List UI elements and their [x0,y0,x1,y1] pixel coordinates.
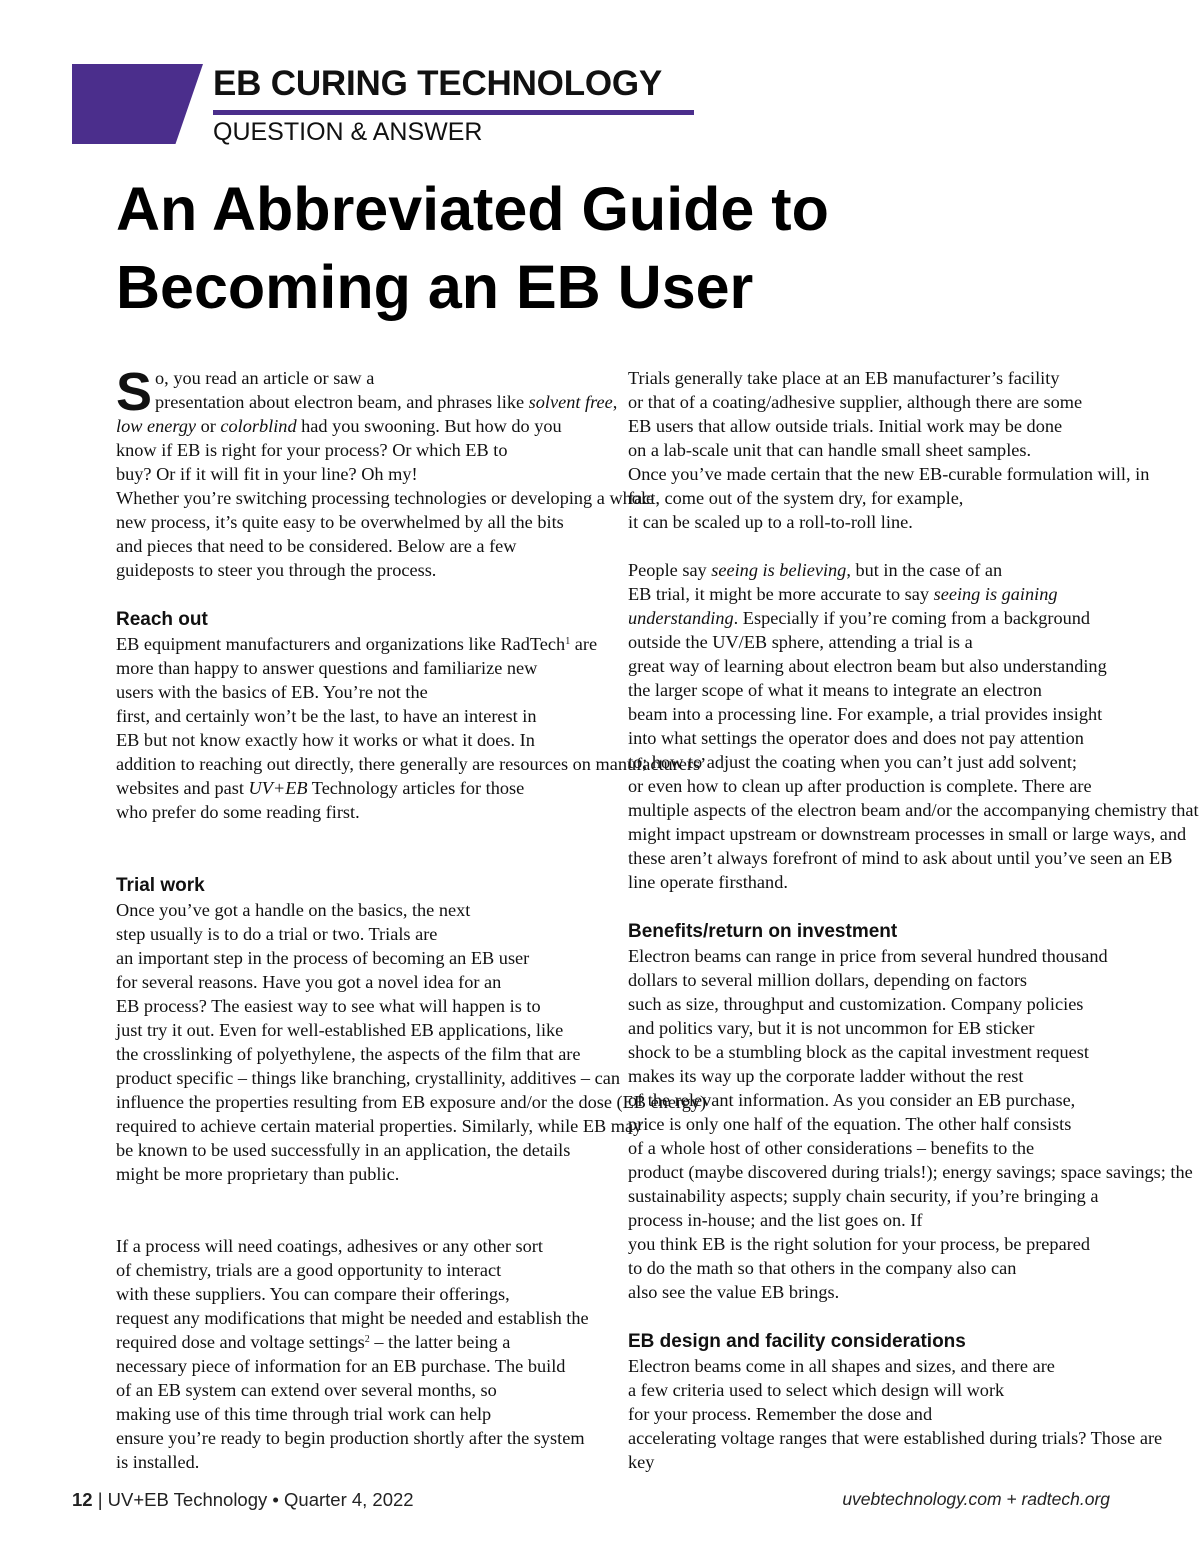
section-banner-shape [72,64,203,144]
trial-work-line: the crosslinking of polyethylene, the aspects of the film that are [116,1044,581,1064]
trial-work-line: of an EB system can extend over several months, so [116,1380,497,1400]
section-heading-trial-work: Trial work [116,875,205,896]
trial-work-line: or even how to clean up after production is complete. There are [628,776,1092,796]
trial-work-line: understanding. Especially if you’re coming from a background [628,608,1091,628]
reach-out-line: EB equipment manufacturers and organizations like RadTech$^1$ are [116,634,598,654]
trial-work-line: beam into a processing line. For example, a trial provides insight [628,704,1103,724]
section-heading-eb-design: EB design and facility considerations [628,1331,966,1352]
benefits-line: sustainability aspects; supply chain security, if you’re bringing a [628,1186,1099,1206]
trial-work-line: If a process will need coatings, adhesives or any other sort [116,1236,543,1256]
reach-out-line: users with the basics of EB. You’re not the [116,682,428,702]
paragraph-gap [628,894,1112,918]
trial-work-line: might impact upstream or downstream processes in small or large ways, and [628,824,1187,844]
trial-work-line: great way of learning about electron beam but also understanding [628,656,1107,676]
trial-work-line: ensure you’re ready to begin production shortly after the system [116,1428,585,1448]
section-title: EB CURING TECHNOLOGY [213,64,663,103]
trial-work-line: the larger scope of what it means to integrate an electron [628,680,1042,700]
trial-work-line: required dose and voltage settings$^2$ – the latter being a [116,1332,511,1352]
trial-work-line: Once you’ve made certain that the new EB-curable formulation will, in [628,464,1150,484]
drop-cap: S [116,362,153,422]
trial-work-line: Trials generally take place at an EB manufacturer’s facility [628,368,1060,388]
intro-line: buy? Or if it will fit in your line? Oh my! [116,464,418,484]
article-title: An Abbreviated Guide to Becoming an EB User [116,175,829,321]
intro-line: guideposts to steer you through the process. [116,560,437,580]
benefits-line: makes its way up the corporate ladder without the rest [628,1066,1024,1086]
paragraph-gap [116,582,602,606]
paragraph-gap [116,1210,602,1234]
footer-publication [72,1489,414,1511]
intro-line: know if EB is right for your process? Or which EB to [116,440,508,460]
benefits-line: of a whole host of other considerations – benefits to the [628,1138,1035,1158]
trial-work-line: with these suppliers. You can compare their offerings, [116,1284,510,1304]
trial-work-line: is installed. [116,1452,200,1472]
intro-line: Whether you’re switching processing technologies or developing a whole [116,488,655,508]
trial-work-line: be known to be used successfully in an application, the details [116,1140,571,1160]
trial-work-line: these aren’t always forefront of mind to ask about until you’ve seen an EB [628,848,1173,868]
footer-websites: uvebtechnology.com + radtech.org [842,1489,1110,1509]
reach-out-line: who prefer do some reading first. [116,802,360,822]
trial-work-line: outside the UV/EB sphere, attending a trial is a [628,632,973,652]
benefits-line: price is only one half of the equation. The other half consists [628,1114,1072,1134]
reach-out-line: first, and certainly won’t be the last, to have an interest in [116,706,537,726]
trial-work-line: fact, come out of the system dry, for example, [628,488,964,508]
eb-design-line: accelerating voltage ranges that were established during trials? Those are [628,1428,1163,1448]
trial-work-line: or that of a coating/adhesive supplier, although there are some [628,392,1083,412]
benefits-line: dollars to several million dollars, depending on factors [628,970,1028,990]
eb-design-line: Electron beams come in all shapes and sizes, and there are [628,1356,1055,1376]
paragraph-gap [628,534,1112,558]
trial-work-line: on a lab-scale unit that can handle small sheet samples. [628,440,1032,460]
trial-work-line: making use of this time through trial work can help [116,1404,492,1424]
eb-design-line: a few criteria used to select which design will work [628,1380,1005,1400]
benefits-line: also see the value EB brings. [628,1282,840,1302]
intro-line: presentation about electron beam, and phrases like solvent free, [155,392,618,412]
trial-work-line: it can be scaled up to a roll-to-roll line. [628,512,913,532]
trial-work-line: EB users that allow outside trials. Initial work may be done [628,416,1063,436]
paragraph-gap [116,848,602,872]
intro-line: and pieces that need to be considered. Below are a few [116,536,517,556]
intro-line: o, you read an article or saw a [155,368,375,388]
reach-out-line: websites and past UV+EB Technology articles for those [116,778,525,798]
trial-work-line: line operate firsthand. [628,872,788,892]
benefits-line: of the relevant information. As you consider an EB purchase, [628,1090,1076,1110]
trial-work-line: just try it out. Even for well-established EB applications, like [116,1020,564,1040]
trial-work-line: EB trial, it might be more accurate to say seeing is gaining [628,584,1058,604]
trial-work-line: People say seeing is believing, but in the case of an [628,560,1003,580]
eb-design-line: for your process. Remember the dose and [628,1404,933,1424]
trial-work-line: to; how to adjust the coating when you can’t just add solvent; [628,752,1078,772]
publication-name: UV+EB Technology • Quarter 4, 2022 [107,1489,414,1510]
benefits-line: and politics vary, but it is not uncommon for EB sticker [628,1018,1035,1038]
right-column [628,366,1199,1474]
section-heading-reach-out: Reach out [116,609,208,630]
trial-work-line: required to achieve certain material properties. Similarly, while EB may [116,1116,643,1136]
reach-out-line: EB but not know exactly how it works or what it does. In [116,730,535,750]
section-subtitle: QUESTION & ANSWER [213,118,483,146]
trial-work-line: product specific – things like branching, crystallinity, additives – can [116,1068,620,1088]
reach-out-line [116,824,602,848]
benefits-line: process in-house; and the list goes on. If [628,1210,923,1230]
trial-work-line: might be more proprietary than public. [116,1164,400,1184]
trial-work-line [116,1186,602,1210]
benefits-line: you think EB is the right solution for your process, be prepared [628,1234,1091,1254]
trial-work-line: step usually is to do a trial or two. Trials are [116,924,438,944]
benefits-line: such as size, throughput and customization. Company policies [628,994,1084,1014]
trial-work-line: an important step in the process of becoming an EB user [116,948,530,968]
benefits-line: product (maybe discovered during trials!); energy savings; space savings; the [628,1162,1193,1182]
trial-work-line: of chemistry, trials are a good opportunity to interact [116,1260,502,1280]
reach-out-line: addition to reaching out directly, there generally are resources on manufacturers’ [116,754,707,774]
footer-separator: | [97,1489,103,1510]
reach-out-line: more than happy to answer questions and familiarize new [116,658,538,678]
trial-work-line: for several reasons. Have you got a novel idea for an [116,972,502,992]
trial-work-line: into what settings the operator does and does not pay attention [628,728,1084,748]
paragraph-gap [628,1304,1112,1328]
section-rule [213,110,694,115]
eb-design-line: key [628,1452,655,1472]
section-heading-benefits: Benefits/return on investment [628,921,898,942]
intro-line: low energy or colorblind had you swooning. But how do you [116,416,562,436]
intro-line: new process, it’s quite easy to be overwhelmed by all the bits [116,512,564,532]
benefits-line: to do the math so that others in the company also can [628,1258,1017,1278]
trial-work-line: influence the properties resulting from EB exposure and/or the dose (EB energy) [116,1092,707,1112]
benefits-line: Electron beams can range in price from several hundred thousand [628,946,1108,966]
trial-work-line: Once you’ve got a handle on the basics, the next [116,900,471,920]
trial-work-line: necessary piece of information for an EB purchase. The build [116,1356,566,1376]
benefits-line: shock to be a stumbling block as the capital investment request [628,1042,1089,1062]
trial-work-line: EB process? The easiest way to see what will happen is to [116,996,541,1016]
page-number: 12 [72,1489,93,1510]
trial-work-line: request any modifications that might be needed and establish the [116,1308,589,1328]
trial-work-line: multiple aspects of the electron beam and/or the accompanying chemistry that [628,800,1199,820]
